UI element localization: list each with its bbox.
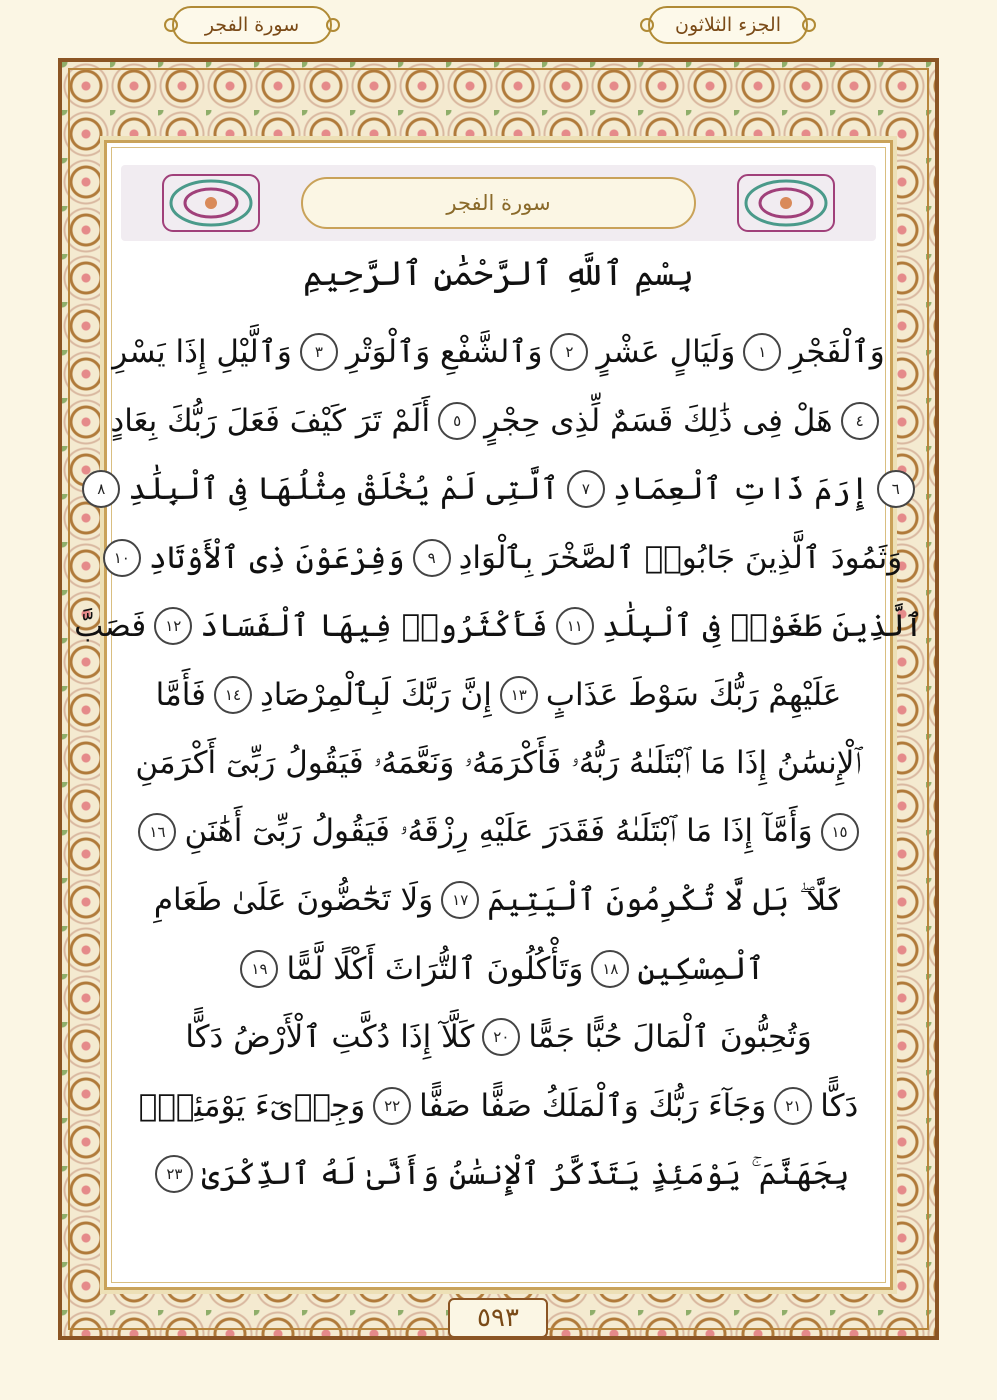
- verse-text: وَتَأْكُلُونَ ٱلتُّرَاثَ أَكْلًا لَّمًّا: [286, 950, 584, 987]
- verse-text: وَجِا۟ىٓءَ يَوْمَئِذٍۭ: [138, 1087, 366, 1124]
- verse-text: وَفِرْعَوْنَ ذِى ٱلْأَوْتَادِ: [148, 539, 405, 576]
- verse-line: [127, 1140, 870, 1209]
- verse-line: [127, 866, 870, 935]
- verse-text: دَكًّا: [820, 1087, 859, 1124]
- ayah-number-marker: ٢١: [774, 1087, 812, 1125]
- verse-line: [127, 729, 870, 798]
- verse-text: وَٱلشَّفْعِ وَٱلْوَتْرِ: [345, 334, 543, 371]
- ornament-medallion-icon: [736, 173, 836, 233]
- verse-text: ٱلَّتِى لَمْ يُخْلَقْ مِثْلُهَا فِى ٱلْبِلَٰدِ: [128, 471, 559, 508]
- page-number-box: [448, 1298, 548, 1338]
- ayah-number-marker: ١١: [556, 607, 594, 645]
- ayah-number-marker: ١٥: [821, 813, 859, 851]
- verse-text: بِجَهَنَّمَ ۚ يَوْمَئِذٍ يَتَذَكَّرُ ٱلْإِنسَٰنُ وَأَنَّىٰ لَهُ ٱلذِّكْرَىٰ: [201, 1155, 850, 1192]
- verse-text: وَلَا تَحَٰٓضُّونَ عَلَىٰ طَعَامِ: [153, 882, 434, 919]
- ayah-number-marker: ٧: [567, 470, 605, 508]
- surah-title: سورة الفجر: [446, 191, 551, 215]
- verse-text: ٱلْمِسْكِينِ: [637, 950, 765, 987]
- verse-line: [113, 524, 903, 593]
- ayah-number-marker: ٢٢: [373, 1087, 411, 1125]
- scroll-ornament-icon: [640, 18, 654, 32]
- verse-line: [127, 1003, 870, 1072]
- verse-text: أَلَمْ تَرَ كَيْفَ فَعَلَ رَبُّكَ بِعَادٍ: [110, 402, 431, 439]
- ayah-number-marker: ٣: [300, 333, 338, 371]
- verse-line: [112, 318, 885, 387]
- verse-lines: [74, 318, 923, 1209]
- verse-text: ٱلَّذِينَ طَغَوْا۟ فِى ٱلْبِلَٰدِ: [601, 608, 923, 645]
- ayah-number-marker: ١٧: [441, 881, 479, 919]
- verse-text: هَلْ فِى ذَٰلِكَ قَسَمٌ لِّذِى حِجْرٍ: [484, 402, 833, 439]
- ayah-number-marker: ١٦: [138, 813, 176, 851]
- ayah-number-marker: ١: [743, 333, 781, 371]
- verse-text: وَجَآءَ رَبُّكَ وَٱلْمَلَكُ صَفًّا صَفًّا: [419, 1087, 767, 1124]
- surah-header-band: [121, 165, 876, 241]
- verse-text: كَلَّآ إِذَا دُكَّتِ ٱلْأَرْضُ دَكًّا: [185, 1019, 475, 1056]
- ayah-number-marker: ٤: [841, 402, 879, 440]
- verse-line: [127, 661, 870, 730]
- verse-text: كَلَّا ۖ بَل لَّا تُكْرِمُونَ ٱلْيَتِيمَ: [487, 881, 844, 918]
- verse-text: وَٱلَّيْلِ إِذَا يَسْرِ: [112, 334, 292, 371]
- ayah-number-marker: ٩: [413, 539, 451, 577]
- verse-text: إِنَّ رَبَّكَ لَبِٱلْمِرْصَادِ: [259, 676, 492, 713]
- ayah-number-marker: ٢٠: [482, 1018, 520, 1056]
- ayah-number-marker: ٦: [877, 470, 915, 508]
- ayah-number-marker: ١٤: [214, 676, 252, 714]
- surah-name-tag: [172, 6, 332, 44]
- surah-title-box: [301, 177, 696, 229]
- verse-line: [127, 798, 870, 867]
- surah-name-tag-label: سورة الفجر: [204, 14, 300, 36]
- verse-text: فَأَمَّا: [155, 676, 206, 713]
- verse-text: وَأَمَّآ إِذَا مَا ٱبْتَلَىٰهُ فَقَدَرَ عَلَيْهِ رِزْقَهُۥ فَيَقُولُ رَبِّىٓ أَهَٰنَنِ: [184, 813, 813, 850]
- verse-text: وَٱلْفَجْرِ: [789, 334, 885, 371]
- scroll-ornament-icon: [326, 18, 340, 32]
- verse-text: وَثَمُودَ ٱلَّذِينَ جَابُوا۟ ٱلصَّخْرَ بِٱلْوَادِ: [458, 539, 903, 576]
- ayah-number-marker: ٢٣: [155, 1155, 193, 1193]
- verse-text: وَتُحِبُّونَ ٱلْمَالَ حُبًّا جَمًّا: [528, 1019, 812, 1056]
- ayah-number-marker: ٨: [82, 470, 120, 508]
- scroll-ornament-icon: [164, 18, 178, 32]
- verse-text: عَلَيْهِمْ رَبُّكَ سَوْطَ عَذَابٍ: [545, 676, 842, 713]
- juz-tag: [648, 6, 808, 44]
- basmala: بِسْمِ ٱللَّهِ ٱلرَّحْمَٰنِ ٱلرَّحِيمِ: [302, 254, 695, 294]
- verse-text: ٱلْإِنسَٰنُ إِذَا مَا ٱبْتَلَىٰهُ رَبُّهُۥ فَأَكْرَمَهُۥ وَنَعَّمَهُۥ فَيَقُولُ رَبِّىٓ أَكْرَمَنِ: [135, 744, 862, 781]
- verse-line: [110, 387, 870, 456]
- verse-line: [127, 1072, 870, 1141]
- verse-line: [127, 935, 870, 1004]
- verse-text: إِرَمَ ذَاتِ ٱلْعِمَادِ: [612, 471, 869, 508]
- juz-tag-label: الجزء الثلاثون: [675, 14, 781, 36]
- verse-text: فَصَبَّ: [74, 608, 147, 645]
- scroll-ornament-icon: [802, 18, 816, 32]
- ayah-number-marker: ١٩: [240, 950, 278, 988]
- verse-line: [74, 592, 923, 661]
- ayah-number-marker: ١٠: [103, 539, 141, 577]
- verse-line: [97, 455, 900, 524]
- ayah-number-marker: ٢: [550, 333, 588, 371]
- ayah-number-marker: ١٢: [154, 607, 192, 645]
- text-panel: [74, 140, 923, 1290]
- page-number: ٥٩٣: [477, 1303, 519, 1333]
- ayah-number-marker: ١٣: [500, 676, 538, 714]
- verse-text: فَأَكْثَرُوا۟ فِيهَا ٱلْفَسَادَ: [200, 608, 548, 645]
- ayah-number-marker: ٥: [438, 402, 476, 440]
- verse-text: وَلَيَالٍ عَشْرٍ: [596, 334, 736, 371]
- ornament-medallion-icon: [161, 173, 261, 233]
- ayah-number-marker: ١٨: [591, 950, 629, 988]
